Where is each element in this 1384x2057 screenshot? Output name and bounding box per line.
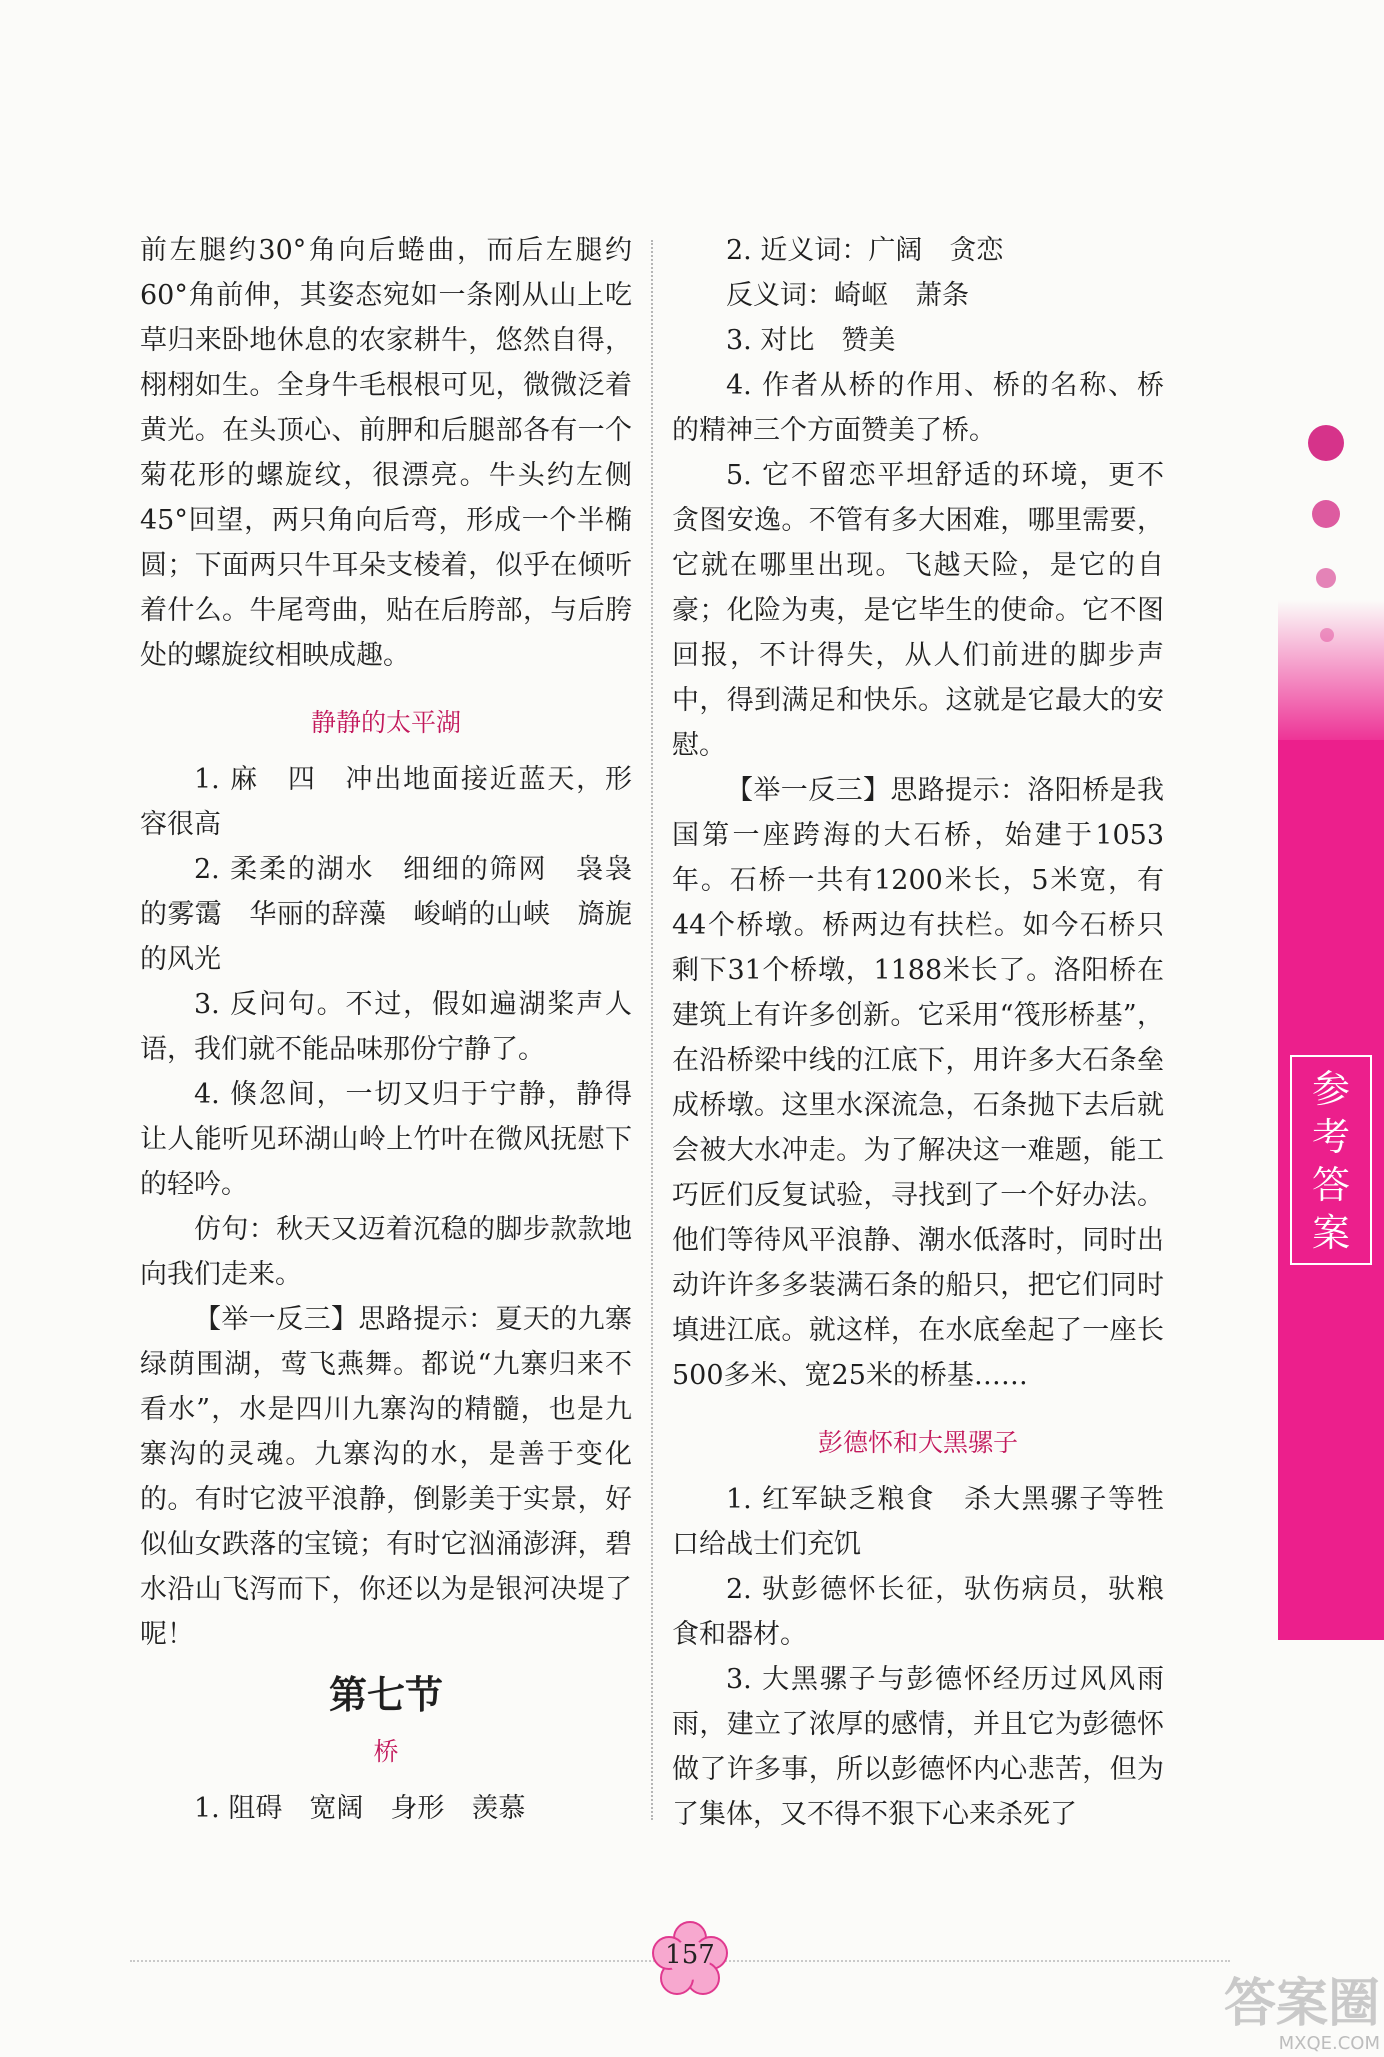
- chapter-heading: 第七节: [328, 1672, 443, 1717]
- side-tab-fade: [1278, 600, 1384, 740]
- answer-item: 1. 阻碍 宽阔 身形 羡慕: [194, 1793, 526, 1824]
- side-tab-label: 参 考 答 案: [1311, 1067, 1350, 1255]
- site-watermark: 答案圈 MXQE.COM: [1223, 1974, 1380, 2054]
- answer-item: 【举一反三】思路提示：夏天的九寨绿荫围湖，莺飞燕舞。都说“九寨归来不看水”，水是四川九寨沟的精髓，也是九寨沟的灵魂。九寨沟的水，是善于变化的。有时它波平浪静，倒影美于实景，好似仙女跌落的宝镜；有时它汹涌澎湃，碧水沿山飞泻而下，你还以为是银河决堤了呢！: [140, 1304, 632, 1650]
- answer-item: 4. 作者从桥的作用、桥的名称、桥的精神三个方面赞美了桥。: [672, 370, 1164, 446]
- answer-item: 2. 驮彭德怀长征，驮伤病员，驮粮食和器材。: [672, 1574, 1164, 1650]
- answer-item: 3. 大黑骡子与彭德怀经历过风风雨雨，建立了浓厚的感情，并且它为彭德怀做了许多事，所以彭德怀内心悲苦，但为了集体，又不得不狠下心来杀死了: [672, 1664, 1164, 1830]
- intro-paragraph: 前左腿约30°角向后蜷曲，而后左腿约60°角前伸，其姿态宛如一条刚从山上吃草归来卧地休息的农家耕牛，悠然自得，栩栩如生。全身牛毛根根可见，微微泛着黄光。在头顶心、前胛和后腿部各有一个菊花形的螺旋纹，很漂亮。牛头约左侧45°回望，两只角向后弯，形成一个半椭圆；下面两只牛耳朵支棱着，似乎在倾听着什么。牛尾弯曲，贴在后胯部，与后胯处的螺旋纹相映成趣。: [140, 235, 632, 671]
- answer-item: 3. 反问句。不过，假如遍湖桨声人语，我们就不能品味那份宁静了。: [140, 989, 632, 1065]
- decor-dot-icon: [1308, 425, 1344, 461]
- section-title-bridge: 桥: [373, 1737, 399, 1766]
- answer-item: 2. 柔柔的湖水 细细的筛网 袅袅的雾霭 华丽的辞藻 峻峭的山峡 旖旎的风光: [140, 854, 632, 975]
- decor-dot-icon: [1316, 568, 1336, 588]
- section-title-peng-dehuai: 彭德怀和大黑骡子: [817, 1428, 1018, 1457]
- section-title-taiping-lake: 静静的太平湖: [310, 708, 461, 737]
- answer-item: 1. 麻 四 冲出地面接近蓝天，形容很高: [140, 764, 632, 840]
- answer-item: 反义词：崎岖 萧条: [726, 280, 969, 311]
- answer-item: 【举一反三】思路提示：洛阳桥是我国第一座跨海的大石桥，始建于1053年。石桥一共有1200米长，5米宽，有44个桥墩。桥两边有扶栏。如今石桥只剩下31个桥墩，1188米长了。洛阳桥在建筑上有许多创新。它采用“筏形桥基”，在沿桥梁中线的江底下，用许多大石条垒成桥墩。这里水深流急，石条抛下去后就会被大水冲走。为了解决这一难题，能工巧匠们反复试验，寻找到了一个好办法。他们等待风平浪静、潮水低落时，同时出动许许多多装满石条的船只，把它们同时填进江底。就这样，在水底垒起了一座长500多米、宽25米的桥基……: [672, 775, 1164, 1391]
- right-column: [672, 228, 1164, 1837]
- answer-item: 2. 近义词：广阔 贪恋: [726, 235, 1004, 266]
- answer-item: 仿句：秋天又迈着沉稳的脚步款款地向我们走来。: [140, 1214, 632, 1290]
- answer-item: 3. 对比 赞美: [726, 325, 896, 356]
- page-number: 157: [665, 1940, 715, 1970]
- decor-dot-icon: [1312, 500, 1340, 528]
- answer-item: 1. 红军缺乏粮食 杀大黑骡子等牲口给战士们充饥: [672, 1484, 1164, 1560]
- left-column: [140, 228, 632, 1831]
- answer-item: 5. 它不留恋平坦舒适的环境，更不贪图安逸。不管有多大困难，哪里需要，它就在哪里出现。飞越天险，是它的自豪；化险为夷，是它毕生的使命。它不图回报，不计得失，从人们前进的脚步声中，得到满足和快乐。这就是它最大的安慰。: [672, 460, 1164, 761]
- column-divider: [651, 240, 653, 1820]
- answer-item: 4. 倏忽间，一切又归于宁静，静得让人能听见环湖山岭上竹叶在微风抚慰下的轻吟。: [140, 1079, 632, 1200]
